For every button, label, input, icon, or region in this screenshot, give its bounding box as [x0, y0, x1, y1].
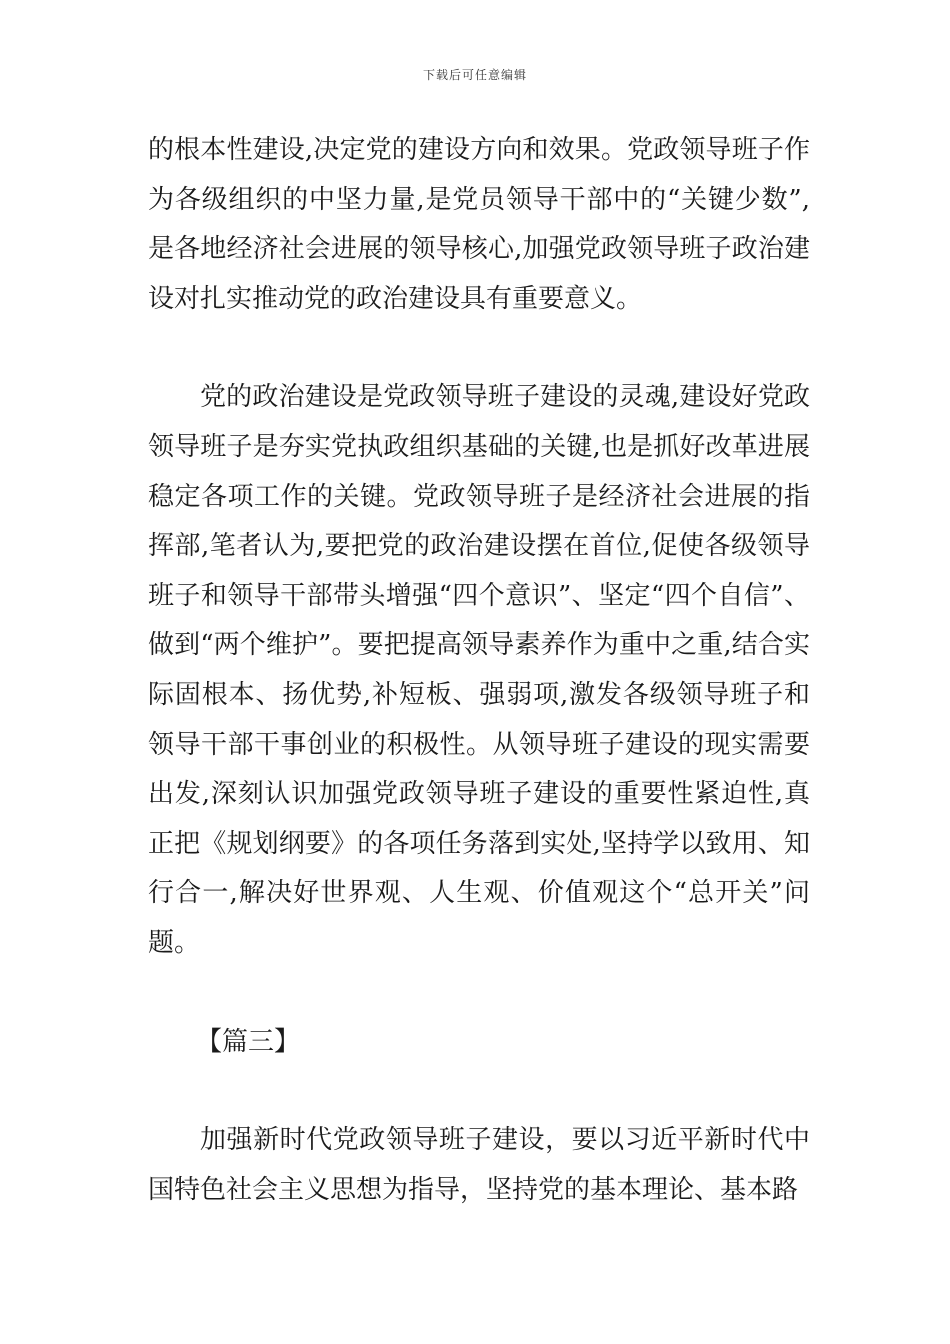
paragraph-gap — [148, 969, 810, 1018]
paragraph-gap — [148, 324, 810, 373]
document-body — [148, 126, 810, 1215]
paragraph-continuation: 的根本性建设,决定党的建设方向和效果。党政领导班子作为各级组织的中坚力量,是党员领导干部中的“关键少数”,是各地经济社会进展的领导核心,加强党政领导班子政治建设对扎实推动党的政治建设具有重要意义。 — [148, 135, 810, 314]
header-note: 下载后可任意编辑 — [422, 68, 527, 82]
section-heading: 【篇三】 — [196, 1026, 301, 1057]
paragraph-gap — [148, 1067, 810, 1116]
paragraph-section-three: 加强新时代党政领导班子建设，要以习近平新时代中国特色社会主义思想为指导，坚持党的基本理论、基本路 — [148, 1125, 810, 1205]
paragraph-political-construction: 党的政治建设是党政领导班子建设的灵魂,建设好党政领导班子是夯实党执政组织基础的关键,也是抓好改革进展稳定各项工作的关键。党政领导班子是经济社会进展的指挥部,笔者认为,要把党的政治建设摆在首位,促使各级领导班子和领导干部带头增强“四个意识”、坚定“四个自信”、做到“两个维护”。要把提高领导素养作为重中之重,结合实际固根本、扬优势,补短板、强弱项,激发各级领导班子和领导干部干事创业的积极性。从领导班子建设的现实需要出发,深刻认识加强党政领导班子建设的重要性紧迫性,真正把《规划纲要》的各项任务落到实处,坚持学以致用、知行合一,解决好世界观、人生观、价值观这个“总开关”问题。 — [148, 382, 810, 958]
